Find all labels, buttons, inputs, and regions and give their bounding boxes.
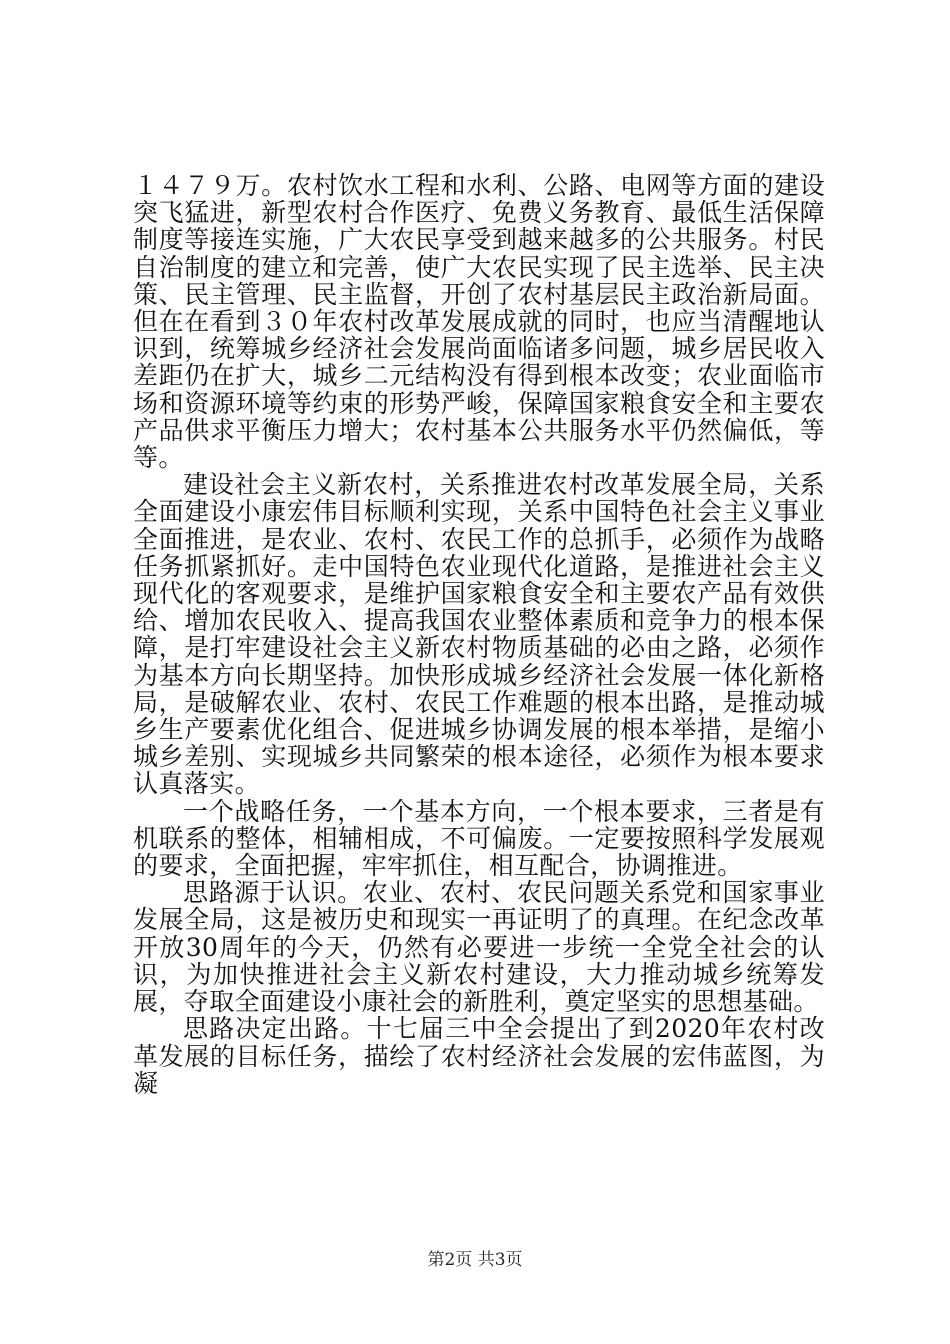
paragraph-2: 建设社会主义新农村，关系推进农村改革发展全局，关系全面建设小康宏伟目标顺利实现，关系中国特色社会主义事业全面推进，是农业、农村、农民工作的总抓手，必须作为战略任务抓紧抓好。走中国特色农业现代化道路，是推进社会主义现代化的客观要求，是维护国家粮食安全和主要农产品有效供给、增加农民收入、提高我国农业整体素质和竞争力的根本保障，是打牢建设社会主义新农村物质基础的必由之路，必须作为基本方向长期坚持。加快形成城乡经济社会发展一体化新格局，是破解农业、农村、农民工作难题的根本出路，是推动城乡生产要素优化组合、促进城乡协调发展的根本举措，是缩小城乡差别、实现城乡共同繁荣的根本途径，必须作为根本要求认真落实。 [133,470,825,799]
paragraph-4: 思路源于认识。农业、农村、农民问题关系党和国家事业发展全局，这是被历史和现实一再证明了的真理。在纪念改革开放30周年的今天，仍然有必要进一步统一全党全社会的认识，为加快推进社会主义新农村建设，大力推动城乡统筹发展，夺取全面建设小康社会的新胜利，奠定坚实的思想基础。 [133,878,825,1017]
page-footer: 第2页 共3页 [427,1250,523,1270]
paragraph-1: １４７９万。农村饮水工程和水利、公路、电网等方面的建设突飞猛进，新型农村合作医疗、免费义务教育、最低生活保障制度等接连实施，广大农民享受到越来越多的公共服务。村民自治制度的建立和完善，使广大农民实现了民主选举、民主决策、民主管理、民主监督，开创了农村基层民主政治新局面。但在在看到３０年农村改革发展成就的同时，也应当清醒地认识到，统筹城乡经济社会发展尚面临诸多问题，城乡居民收入差距仍在扩大，城乡二元结构没有得到根本改变；农业面临市场和资源环境等约束的形势严峻，保障国家粮食安全和主要农产品供求平衡压力增大；农村基本公共服务水平仍然偏低，等等。 [133,171,825,473]
paragraph-3: 一个战略任务，一个基本方向，一个根本要求，三者是有机联系的整体，相辅相成，不可偏废。一定要按照科学发展观的要求，全面把握，牢牢抓住，相互配合，协调推进。 [133,796,825,881]
paragraph-5: 思路决定出路。十七届三中全会提出了到2020年农村改革发展的目标任务，描绘了农村经济社会发展的宏伟蓝图，为凝 [133,1014,825,1098]
document-body [133,172,825,1097]
